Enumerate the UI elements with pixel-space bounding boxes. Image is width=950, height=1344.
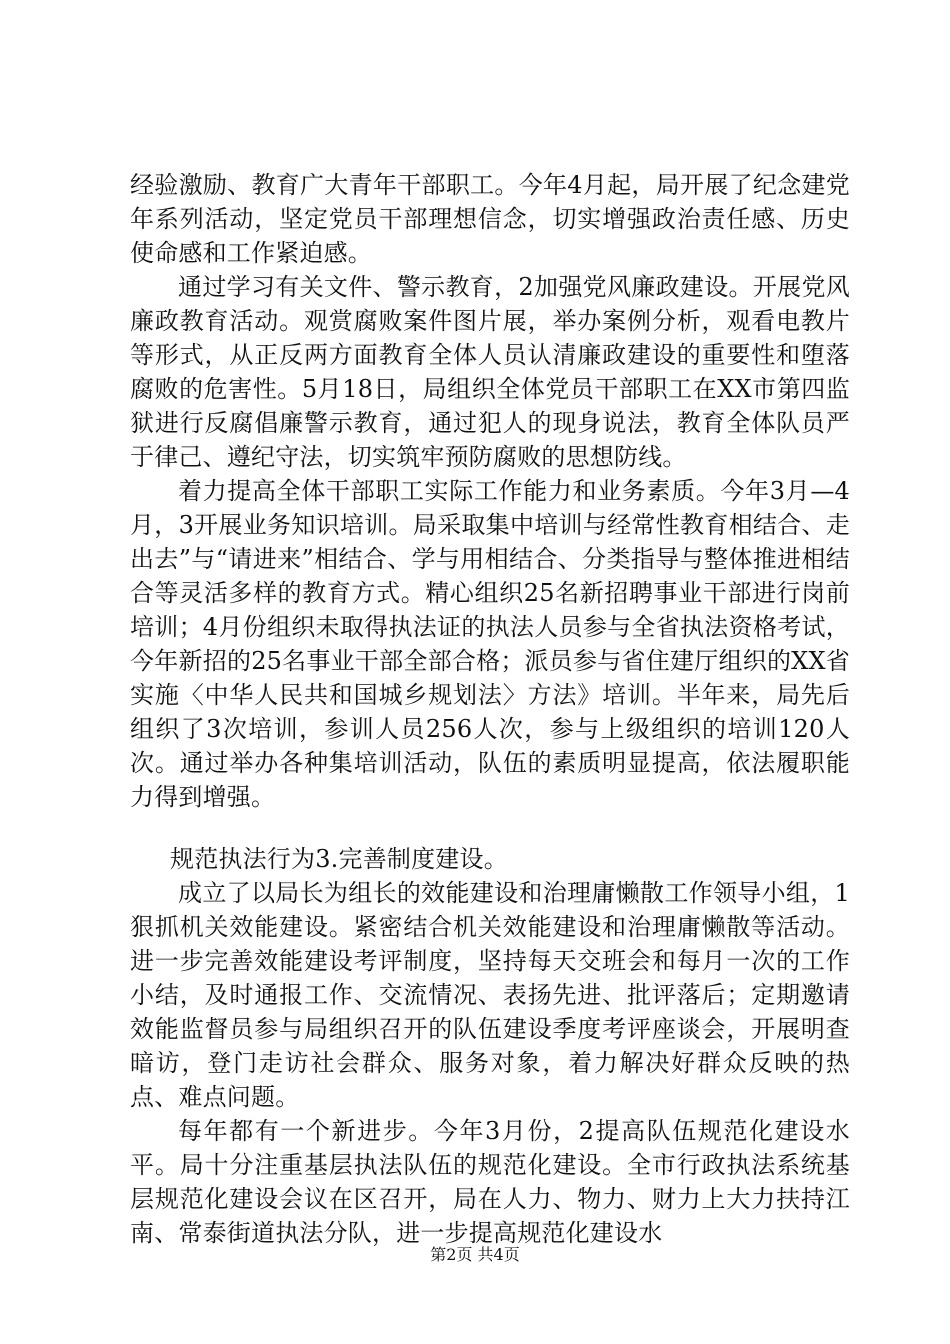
paragraph-5: 每年都有一个新进步。今年3月份，2提高队伍规范化建设水平。局十分注重基层执法队伍的规范化建设。全市行政执法系统基层规范化建设会议在区召开，局在人力、物力、财力上大力扶持江南、常泰街道执法分队，进一步提高规范化建设水	[130, 1117, 850, 1247]
page-footer: 第2页 共4页	[430, 1245, 520, 1264]
document-body	[130, 168, 850, 1250]
paragraph-1: 经验激励、教育广大青年干部职工。今年4月起，局开展了纪念建党年系列活动，坚定党员干部理想信念，切实增强政治责任感、历史使命感和工作紧迫感。	[130, 171, 850, 267]
paragraph-2: 通过学习有关文件、警示教育，2加强党风廉政建设。开展党风廉政教育活动。观赏腐败案件图片展，举办案例分析，观看电教片等形式，从正反两方面教育全体人员认清廉政建设的重要性和堕落腐败的危害性。5月18日，局组织全体党员干部职工在XX市第四监狱进行反腐倡廉警示教育，通过犯人的现身说法，教育全体队员严于律己、遵纪守法，切实筑牢预防腐败的思想防线。	[130, 273, 850, 471]
paragraph-4: 成立了以局长为组长的效能建设和治理庸懒散工作领导小组，1狠抓机关效能建设。紧密结合机关效能建设和治理庸懒散等活动。进一步完善效能建设考评制度，坚持每天交班会和每月一次的工作小结，及时通报工作、交流情况、表扬先进、批评落后；定期邀请效能监督员参与局组织召开的队伍建设季度考评座谈会，开展明查暗访，登门走访社会群众、服务对象，着力解决好群众反映的热点、难点问题。	[130, 879, 850, 1111]
paragraph-3: 着力提高全体干部职工实际工作能力和业务素质。今年3月—4月，3开展业务知识培训。局采取集中培训与经常性教育相结合、走出去”与“请进来”相结合、学与用相结合、分类指导与整体推进相结合等灵活多样的教育方式。精心组织25名新招聘事业干部进行岗前培训；4月份组织未取得执法证的执法人员参与全省执法资格考试，今年新招的25名事业干部全部合格；派员参与省住建厅组织的XX省实施〈中华人民共和国城乡规划法〉方法》培训。半年来，局先后组织了3次培训，参训人员256人次，参与上级组织的培训120人次。通过举办各种集培训活动，队伍的素质明显提高，依法履职能力得到增强。	[130, 477, 850, 811]
section-heading: 规范执法行为3.完善制度建设。	[170, 845, 508, 873]
